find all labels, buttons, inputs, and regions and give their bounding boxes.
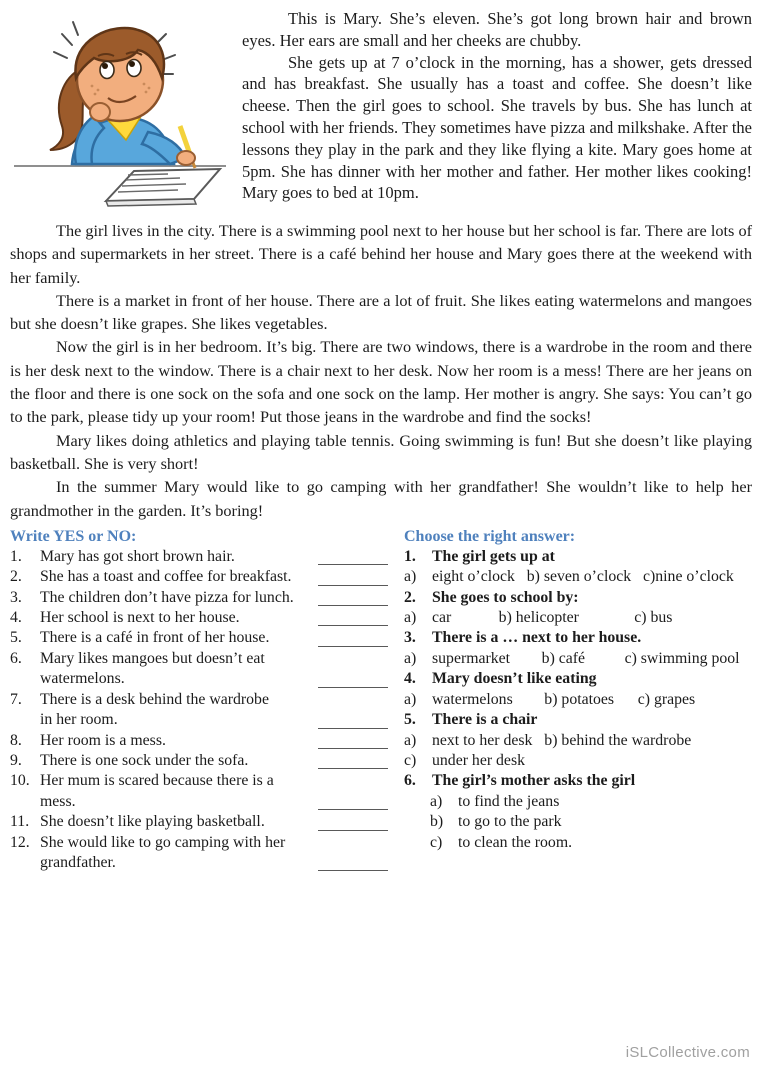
item-text: There is one sock under the sofa. <box>40 751 249 769</box>
mcq-options <box>404 792 752 812</box>
item-text: She would like to go camping with her <box>40 833 286 851</box>
mcq-options <box>404 567 752 587</box>
paragraph-1: This is Mary. She’s eleven. She’s got long brown hair and brown eyes. Her ears are small and her cheeks are chubby. <box>242 9 752 50</box>
mcq-heading: Choose the right answer: <box>404 527 576 545</box>
option-text: under her desk <box>432 751 525 769</box>
item-text-line2: mess. <box>40 792 76 810</box>
option-text: to go to the park <box>458 813 562 831</box>
mcq-question <box>404 588 752 608</box>
item-text-line2: watermelons. <box>40 670 125 688</box>
question-number: 3. <box>404 629 416 647</box>
item-text: Her room is a mess. <box>40 731 166 749</box>
mcq-question <box>404 710 752 730</box>
mcq-options <box>404 690 752 710</box>
answer-blank <box>318 752 388 769</box>
answer-blank <box>318 630 388 647</box>
yes-no-item <box>10 731 388 751</box>
option-text: eight o’clock b) seven o’clock c)nine o’clock <box>432 568 734 586</box>
item-number: 9. <box>10 751 22 769</box>
yes-no-item <box>10 547 388 567</box>
yes-no-item <box>10 812 388 832</box>
item-number: 7. <box>10 690 22 708</box>
option-text: to clean the room. <box>458 833 573 851</box>
question-text: The girl gets up at <box>432 547 555 565</box>
yes-no-item <box>10 771 388 812</box>
item-text: She has a toast and coffee for breakfast. <box>40 568 292 586</box>
answer-blank <box>318 609 388 626</box>
mcq-options <box>404 608 752 628</box>
yes-no-item <box>10 690 388 731</box>
item-text: Mary has got short brown hair. <box>40 547 235 565</box>
exercises-section <box>10 526 752 874</box>
answer-blank <box>318 671 388 688</box>
option-marker: b) <box>430 813 444 831</box>
item-text-line2: grandfather. <box>40 853 116 871</box>
item-number: 12. <box>10 833 30 851</box>
item-number: 8. <box>10 731 22 749</box>
answer-blank <box>318 814 388 831</box>
thinking-girl-illustration <box>10 8 232 215</box>
paragraph-4: There is a market in front of her house. There are a lot of fruit. She likes eating watermelons and mangoes but she doesn’t like grapes. She likes vegetables. <box>10 290 752 334</box>
option-marker: a) <box>404 690 417 708</box>
paper <box>106 169 220 206</box>
yes-no-item <box>10 567 388 587</box>
item-number: 1. <box>10 547 22 565</box>
girl-hand <box>177 151 195 165</box>
mcq-options <box>404 812 752 832</box>
yes-no-item <box>10 833 388 874</box>
question-number: 4. <box>404 670 416 688</box>
option-marker: a) <box>404 649 417 667</box>
mcq-options <box>404 833 752 853</box>
mcq-question <box>404 771 752 791</box>
multiple-choice-exercise <box>388 526 752 874</box>
question-number: 5. <box>404 711 416 729</box>
mcq-options <box>404 649 752 669</box>
yes-no-item <box>10 628 388 648</box>
option-marker: a) <box>430 792 443 810</box>
answer-blank <box>318 589 388 606</box>
mcq-options <box>404 751 752 771</box>
intro-paragraphs <box>242 8 752 204</box>
item-text: The children don’t have pizza for lunch. <box>40 588 294 606</box>
option-text: to find the jeans <box>458 792 560 810</box>
item-text: Her mum is scared because there is a <box>40 772 274 790</box>
option-text: next to her desk b) behind the wardrobe <box>432 731 692 749</box>
thinking-girl-drawing <box>10 8 232 210</box>
question-text: The girl’s mother asks the girl <box>432 772 636 790</box>
item-text: She doesn’t like playing basketball. <box>40 813 265 831</box>
reading-text <box>10 219 752 522</box>
answer-blank <box>318 569 388 586</box>
item-number: 3. <box>10 588 22 606</box>
mcq-question <box>404 669 752 689</box>
mcq-question <box>404 628 752 648</box>
item-number: 2. <box>10 568 22 586</box>
question-text: She goes to school by: <box>432 588 579 606</box>
question-number: 2. <box>404 588 416 606</box>
yes-no-exercise <box>10 526 388 874</box>
question-text: There is a … next to her house. <box>432 629 642 647</box>
answer-blank <box>318 854 388 871</box>
intro-section <box>10 8 752 215</box>
paragraph-6: Mary likes doing athletics and playing table tennis. Going swimming is fun! But she doesn’t like playing basketball. She is very short! <box>10 430 752 473</box>
answer-blank <box>318 548 388 565</box>
answer-blank <box>318 732 388 749</box>
option-marker: c) <box>404 751 417 769</box>
option-text: supermarket b) café c) swimming pool <box>432 649 740 667</box>
option-text: watermelons b) potatoes c) grapes <box>432 690 696 708</box>
yes-no-list <box>10 547 388 874</box>
item-text: Her school is next to her house. <box>40 609 240 627</box>
option-marker: a) <box>404 731 417 749</box>
item-text: There is a café in front of her house. <box>40 629 270 647</box>
islcollective-watermark[interactable]: iSLCollective.com <box>625 1044 750 1061</box>
paragraph-5: Now the girl is in her bedroom. It’s big. There are two windows, there is a wardrobe in the room and there is her desk next to the window. There is a chair next to her desk. Now her room is a mess! There are her jeans on the floor and there is one sock on the sofa and one sock on the lamp. Her mother is angry. She says: You can’t go to the park, please tidy up your room! Put those jeans in the wardrobe and find the socks! <box>10 337 752 427</box>
paragraph-3: The girl lives in the city. There is a swimming pool next to her house but her school is far. There are lots of shops and supermarkets in her street. There is a café behind her house and Mary goes there at the weekend with her family. <box>10 221 753 287</box>
item-number: 4. <box>10 609 22 627</box>
girl-fist <box>90 103 110 121</box>
option-marker: a) <box>404 609 417 627</box>
mcq-options <box>404 731 752 751</box>
question-number: 6. <box>404 772 416 790</box>
yes-no-item <box>10 608 388 628</box>
yes-no-item <box>10 751 388 771</box>
item-number: 5. <box>10 629 22 647</box>
question-text: Mary doesn’t like eating <box>432 670 597 688</box>
item-text: Mary likes mangoes but doesn’t eat <box>40 649 265 667</box>
yes-no-item <box>10 649 388 690</box>
item-number: 10. <box>10 772 30 790</box>
answer-blank <box>318 793 388 810</box>
yes-no-heading: Write YES or NO: <box>10 527 137 545</box>
item-number: 11. <box>10 813 30 831</box>
yes-no-item <box>10 588 388 608</box>
option-marker: c) <box>430 833 443 851</box>
question-text: There is a chair <box>432 711 538 729</box>
item-text-line2: in her room. <box>40 711 118 729</box>
item-number: 6. <box>10 649 22 667</box>
paragraph-7: In the summer Mary would like to go camping with her grandfather! She wouldn’t like to help her grandmother in the garden. It’s boring! <box>10 477 752 520</box>
mcq-question <box>404 547 752 567</box>
paragraph-2: She gets up at 7 o’clock in the morning, has a shower, gets dressed and has breakfast. She usually has a toast and coffee. She doesn’t like cheese. Then the girl goes to school. She travels by bus. She has lunch at school with her friends. They sometimes have pizza and milkshake. After the lessons they play in the park and they like flying a kite. Mary goes home at 5pm. She has dinner with her mother and father. Her mother likes cooking! Mary goes to bed at 10pm. <box>242 52 752 203</box>
answer-blank <box>318 712 388 729</box>
option-text: car b) helicopter c) bus <box>432 609 673 627</box>
question-number: 1. <box>404 547 416 565</box>
item-text: There is a desk behind the wardrobe <box>40 690 269 708</box>
option-marker: a) <box>404 568 417 586</box>
